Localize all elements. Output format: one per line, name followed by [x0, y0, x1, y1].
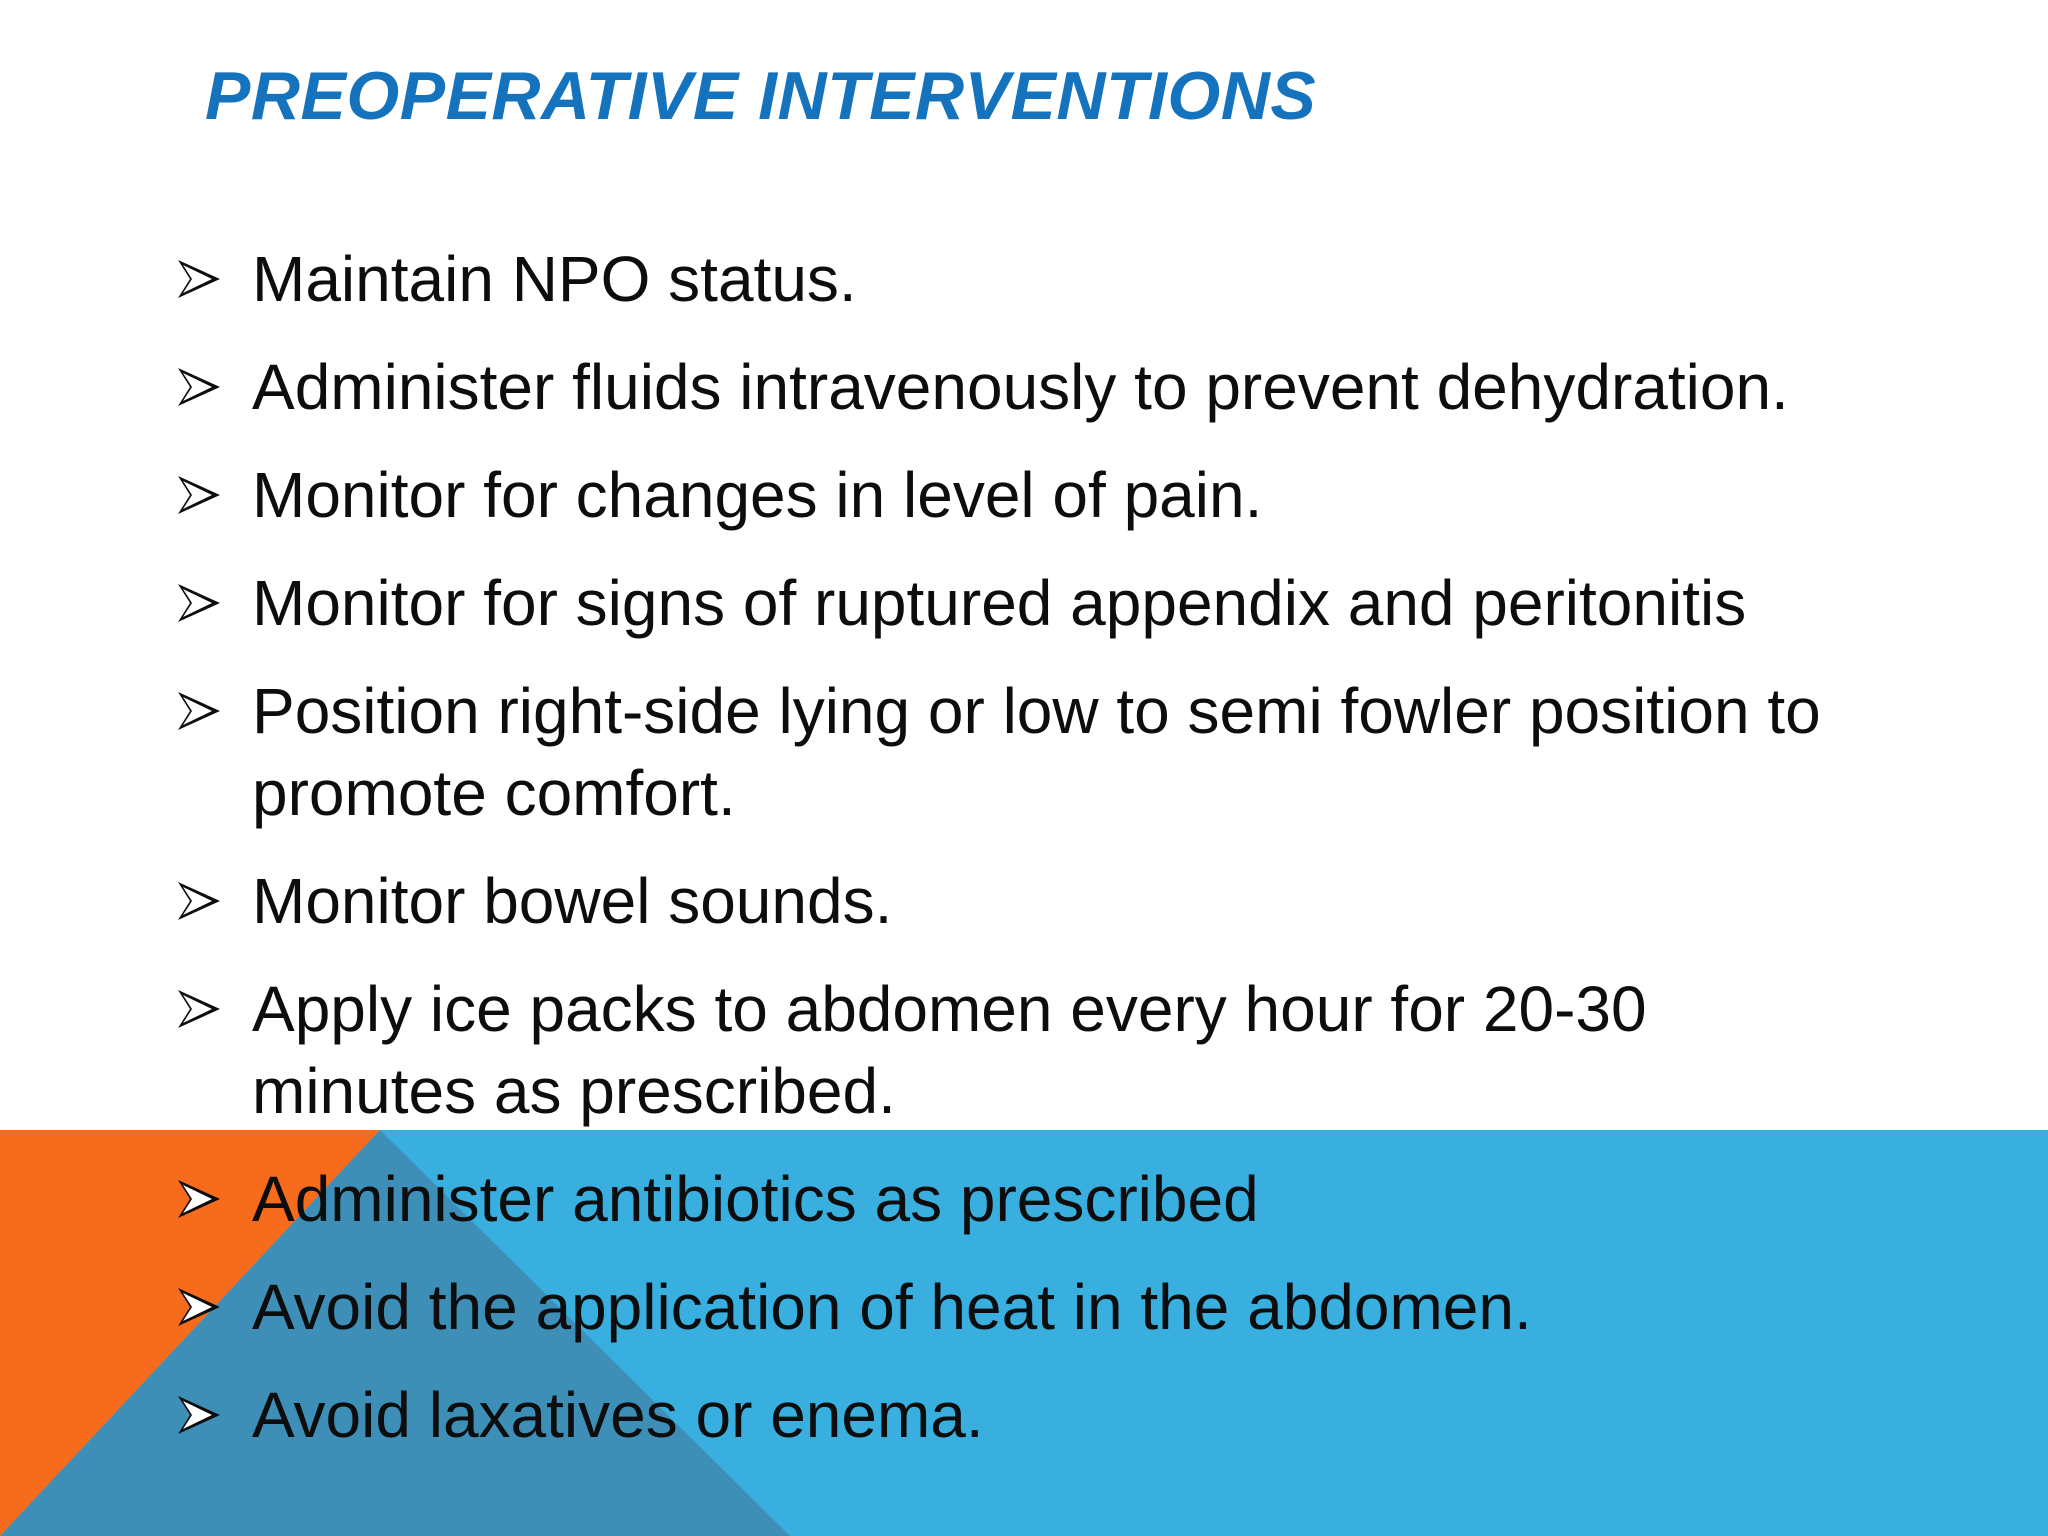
bullet-text: Avoid laxatives or enema.: [252, 1379, 984, 1451]
bullet-item: [176, 1266, 1876, 1348]
arrow-bullet-icon: [176, 258, 222, 300]
bullet-item: [176, 1158, 1876, 1240]
arrow-bullet-icon: [176, 1178, 222, 1220]
bullet-text: Avoid the application of heat in the abdomen.: [252, 1271, 1532, 1343]
arrow-bullet-icon: [176, 690, 222, 732]
bullet-item: [176, 670, 1876, 834]
arrow-bullet-icon: [176, 1286, 222, 1328]
bullet-item: [176, 238, 1876, 320]
bullet-text: Position right-side lying or low to semi fowler position to promote comfort.: [252, 675, 1821, 829]
bullet-text: Monitor for signs of ruptured appendix and peritonitis: [252, 567, 1747, 639]
bullet-item: [176, 968, 1876, 1132]
arrow-bullet-icon: [176, 582, 222, 624]
arrow-bullet-icon: [176, 1394, 222, 1436]
slide-title: PREOPERATIVE INTERVENTIONS: [205, 58, 1317, 134]
arrow-bullet-icon: [176, 474, 222, 516]
bullet-item: [176, 860, 1876, 942]
bullet-text: Monitor bowel sounds.: [252, 865, 893, 937]
bullet-text: Monitor for changes in level of pain.: [252, 459, 1263, 531]
arrow-bullet-icon: [176, 988, 222, 1030]
bullet-text: Maintain NPO status.: [252, 243, 857, 315]
bullet-item: [176, 1374, 1876, 1456]
bullet-text: Administer fluids intravenously to prevent dehydration.: [252, 351, 1789, 423]
arrow-bullet-icon: [176, 880, 222, 922]
bullet-item: [176, 454, 1876, 536]
bullet-list: [176, 238, 1876, 1482]
bullet-item: [176, 346, 1876, 428]
bullet-text: Apply ice packs to abdomen every hour for 20-30 minutes as prescribed.: [252, 973, 1647, 1127]
bullet-text: Administer antibiotics as prescribed: [252, 1163, 1259, 1235]
arrow-bullet-icon: [176, 366, 222, 408]
bullet-item: [176, 562, 1876, 644]
